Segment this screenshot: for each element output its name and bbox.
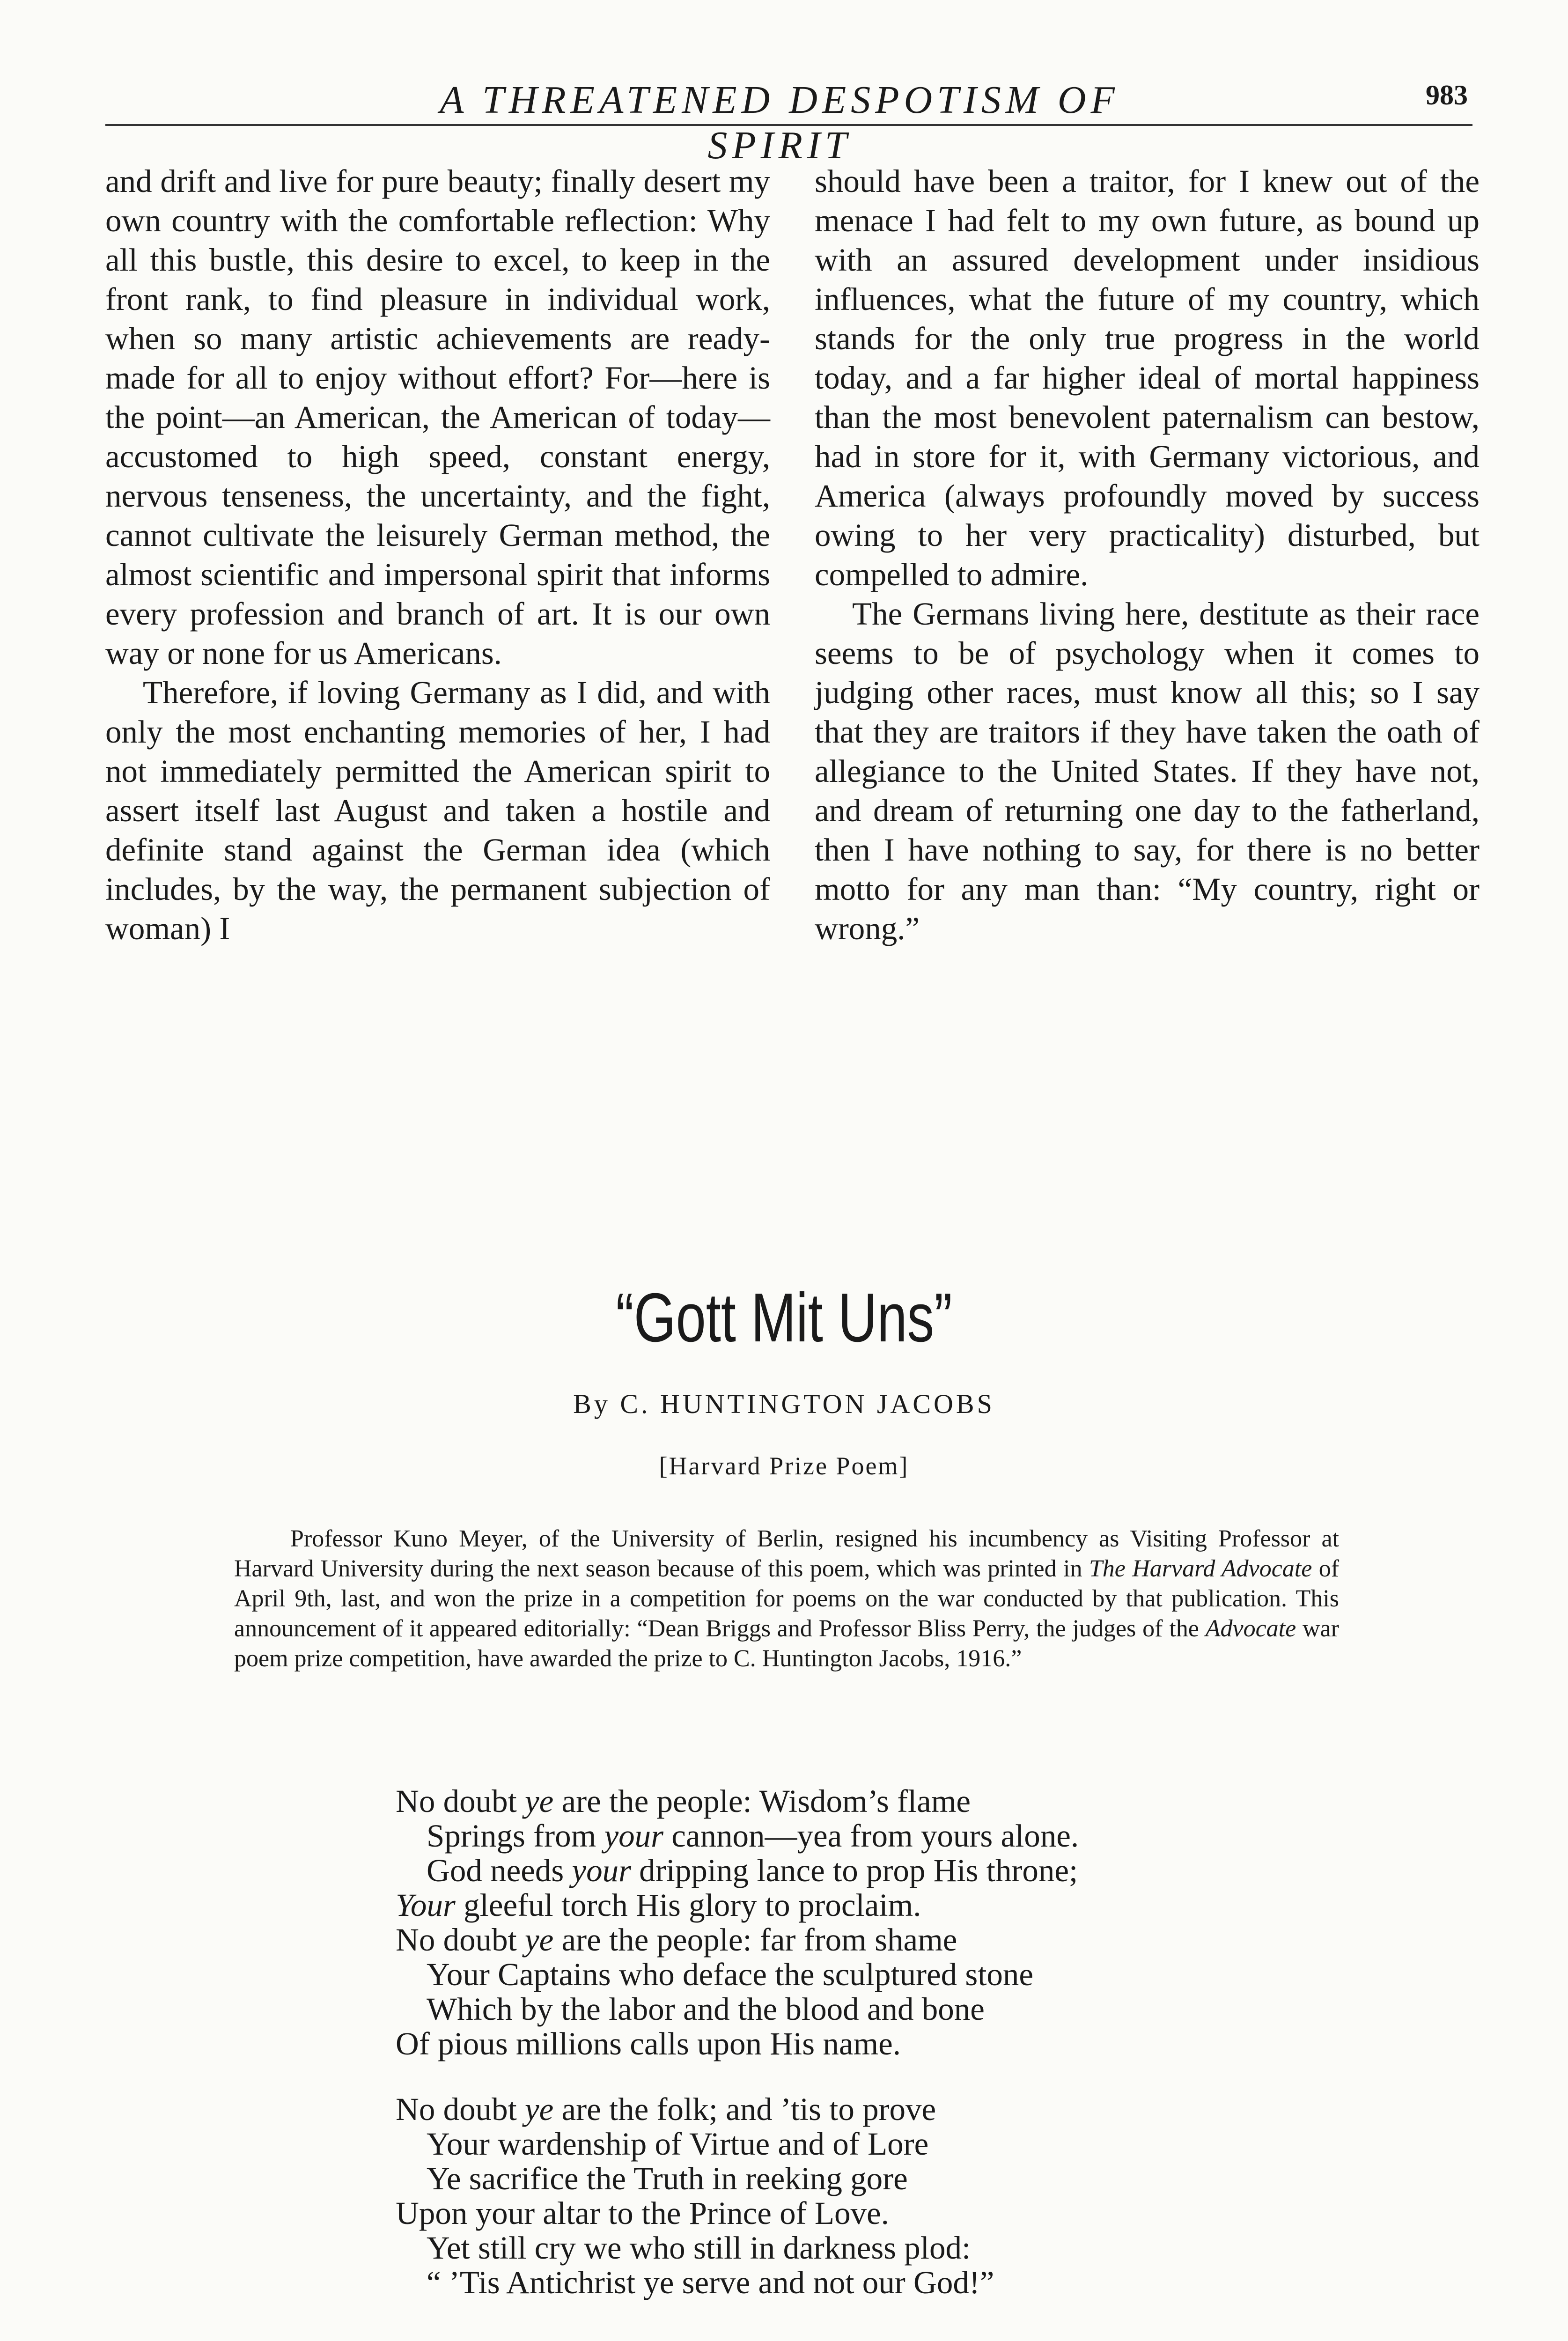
intro-text: of April 9th, last, and won the prize in a competition for poems on the war conducted by that publication. This announcement of it appeared editorially: “Dean Briggs and Professor Bliss Perry, the judges of the: [234, 1555, 1340, 1642]
article-title: “Gott Mit Uns”: [616, 1279, 952, 1356]
running-title: A THREATENED DESPOTISM OF SPIRIT: [440, 78, 1119, 167]
intro-note: [234, 1524, 1339, 1674]
paragraph: and drift and live for pure beauty; finally desert my own country with the comfortable reflection: Why all this bustle, this desire to excel, to keep in the front rank, to find pleasure in individual work, when so many artistic achievements are ready-made for all to enjoy without effort? For—here is the point—an American, the American of today—accustomed to high speed, constant energy, nervous tenseness, the uncertainty, and the fight, cannot cultivate the leisurely German method, the almost scientific and impersonal spirit that informs every profession and branch of art. It is our own way or none for us Americans.: [105, 163, 770, 671]
publication-name: The Harvard Advocate: [1089, 1555, 1312, 1582]
stanza: [396, 1784, 1472, 2061]
poem-line: No doubt ye are the folk; and ’tis to prove: [396, 2091, 936, 2127]
poem-line: Which by the labor and the blood and bone: [427, 1991, 985, 2027]
poem-line: No doubt ye are the people: far from shame: [396, 1922, 957, 1958]
stanza: [396, 2092, 1472, 2300]
right-column: [815, 162, 1480, 948]
poem-line: Springs from your cannon—yea from yours alone.: [427, 1818, 1079, 1854]
intro-text: Professor Kuno Meyer, of the University of Berlin, resigned his incumbency as Visiting Professor at Harvard University during the next season because of this poem, which was printed in: [234, 1525, 1339, 1582]
left-column: [105, 162, 770, 948]
poem-line: “ ’Tis Antichrist ye serve and not our God!”: [427, 2265, 994, 2300]
poem-line: Your Captains who deface the sculptured stone: [427, 1957, 1034, 1992]
poem-line: No doubt ye are the people: Wisdom’s flame: [396, 1783, 971, 1819]
header-rule: [105, 124, 1472, 126]
poem-line: Yet still cry we who still in darkness plod:: [427, 2230, 971, 2266]
poem-line: Your wardenship of Virtue and of Lore: [427, 2126, 929, 2162]
poem: [396, 1784, 1472, 2331]
paragraph: Therefore, if loving Germany as I did, and with only the most enchanting memories of her, I had not immediately permitted the American spirit to assert itself last August and taken a hostile and definite stand against the German idea (which includes, by the way, the permanent subjection of woman) I: [105, 675, 770, 946]
paragraph: The Germans living here, destitute as their race seems to be of psychology when it comes to judging other races, must know all this; so I say that they are traitors if they have taken the oath of allegiance to the United States. If they have not, and dream of returning one day to the fatherland, then I have nothing to say, for there is no better motto for any man than: “My country, right or wrong.”: [815, 596, 1480, 946]
poem-line: Your gleeful torch His glory to proclaim.: [396, 1887, 921, 1923]
paragraph: should have been a traitor, for I knew out of the menace I had felt to my own future, as bound up with an assured development under insidious influences, what the future of my country, which stands for the only true progress in the world today, and a far higher ideal of mortal happiness than the most benevolent paternalism can bestow, had in store for it, with Germany victorious, and America (always profoundly moved by success owing to her very practicality) disturbed, but compelled to admire.: [815, 163, 1480, 592]
poem-line: God needs your dripping lance to prop His throne;: [427, 1853, 1078, 1888]
byline: By C. HUNTINGTON JACOBS: [573, 1389, 995, 1419]
poem-line: Upon your altar to the Prince of Love.: [396, 2195, 889, 2231]
page-number: 983: [1426, 80, 1468, 110]
intro-text: war poem prize competition, have awarded the prize to C. Huntington Jacobs, 1916.”: [234, 1615, 1339, 1672]
poem-line: Of pious millions calls upon His name.: [396, 2026, 901, 2061]
poem-line: Ye sacrifice the Truth in reeking gore: [427, 2161, 908, 2196]
page-header: [105, 77, 1472, 167]
subtitle: [Harvard Prize Poem]: [659, 1452, 909, 1480]
publication-name: Advocate: [1205, 1615, 1296, 1642]
